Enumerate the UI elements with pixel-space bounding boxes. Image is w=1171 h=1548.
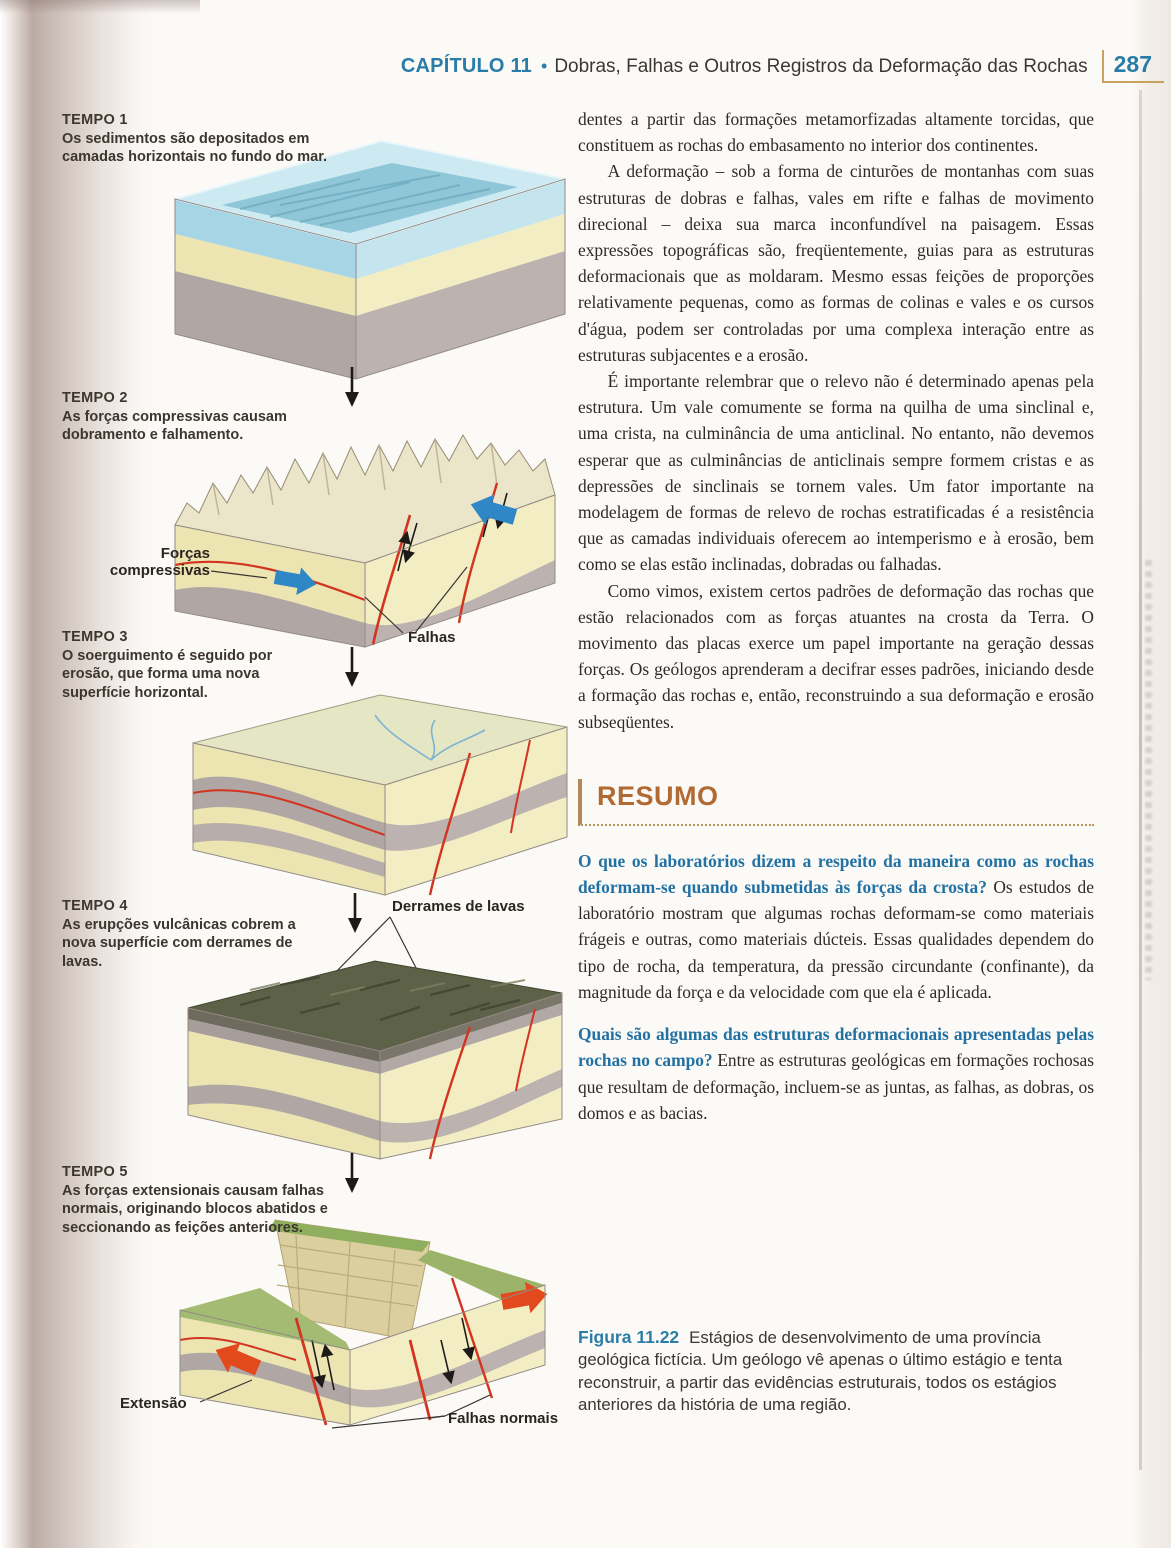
stage-5-caption (62, 1163, 357, 1237)
resumo-heading: RESUMO (597, 780, 719, 811)
stage-4-text: As erupções vulcânicas cobrem a nova superfície com derrames de lavas. (62, 916, 296, 970)
chapter-label: CAPÍTULO 11 (400, 55, 532, 77)
body-paragraph: dentes a partir das formações metamorfizadas altamente torcidas, que constituem as rochas do embasamento no interior dos continentes. (578, 109, 1094, 156)
stage-1-text: Os sedimentos são depositados em camadas horizontais no fundo do mar. (62, 130, 328, 166)
stage-3-tempo: TEMPO 3 (62, 629, 128, 645)
page-edge (1131, 0, 1171, 1548)
stage-1-caption (62, 111, 347, 167)
resumo-question: O que os laboratórios dizem a respeito da maneira como as rochas deformam-se quando submetidas às forças da crosta? (578, 850, 1094, 898)
chapter-title: Dobras, Falhas e Outros Registros da Deformação das Rochas (554, 56, 1088, 77)
stage-3-text: O soerguimento é seguido por erosão, que forma uma nova superfície horizontal. (62, 647, 273, 701)
body-paragraph: É importante relembrar que o relevo não é determinado apenas pela estrutura. Um vale comumente se forma na quilha de uma sinclinal e, uma crista, na culminância de uma anticlinal. No entanto, não devemos esperar que as culminâncias de anticlinais sempre formem cristas e as depressões de sinclinais se tornem vales. Um fator importante na modelagem de formas de relevo de rochas estratificadas é a resistência que as camadas individuais oferecem ao intemperismo e à erosão, bem como se elas estão inclinadas, dobradas ou falhadas. (578, 371, 1094, 575)
page-number: 287 (1102, 50, 1164, 83)
resumo-question: Quais são algumas das estruturas deformacionais apresentadas pelas rochas no campo? (578, 1024, 1094, 1071)
falhas-label: Falhas (408, 629, 456, 646)
down-arrow-icon (346, 893, 364, 933)
figure-caption-label: Figura 11.22 (578, 1327, 680, 1347)
resumo-answer: Entre as estruturas geológicas em formações rochosas que resultam de deformação, incluem-se as juntas, as falhas, as dobras, os domos e as bacias. (578, 1050, 1094, 1123)
down-arrow-icon (343, 367, 361, 407)
stage-3-diagram (185, 685, 575, 900)
forcas-compressivas-label: Forças compressivas (109, 545, 210, 579)
stage-3-caption (62, 628, 317, 702)
stage-2-tempo: TEMPO 2 (62, 390, 128, 406)
extensao-label: Extensão (120, 1395, 187, 1412)
stage-2-text: As forças compressivas causam dobramento e falhamento. (62, 408, 287, 444)
resumo-qa-item (578, 1021, 1094, 1126)
figure-11-22 (60, 105, 575, 1485)
resumo-section-header (578, 779, 1094, 826)
figure-caption (578, 1326, 1092, 1416)
stage-4-caption (62, 897, 327, 971)
body-paragraph: A deformação – sob a forma de cinturões de montanhas com suas estruturas de dobras e falhas, vales em rifte e falhas de movimento direcional – deixa sua marca inconfundível na paisagem. Essas expressões topográficas são, freqüentemente, guias para as estruturas deformacionais que as moldaram. Mesmo essas feições de proporções relativamente pequenas, como as formas de colinas e vales e os cursos d'água, podem ser controladas por uma complexa interação entre as estruturas subjacentes e a erosão. (578, 161, 1094, 365)
stage-2-caption (62, 389, 297, 445)
stage-4-tempo: TEMPO 4 (62, 898, 128, 914)
gutter-top-shadow (0, 0, 200, 14)
stage-1-tempo: TEMPO 1 (62, 112, 128, 128)
falhas-normais-label: Falhas normais (448, 1410, 559, 1427)
page-header (372, 50, 1164, 83)
down-arrow-icon (343, 647, 361, 687)
main-text-column (578, 106, 1094, 1126)
bullet-icon: • (541, 56, 548, 76)
body-paragraph: Como vimos, existem certos padrões de deformação das rochas que estão relacionados com as forças atuantes na crosta da Terra. O movimento das placas exerce um papel importante na geração dessas forças. Os geólogos aprenderam a decifrar esses padrões, iniciando desde a formação das rochas e, então, reconstruindo a sua deformação e erosão subseqüentes. (578, 580, 1094, 732)
derrames-de-lavas-label: Derrames de lavas (392, 898, 525, 915)
stage-5-text: As forças extensionais causam falhas normais, originando blocos abatidos e seccionando as feições anteriores. (62, 1182, 328, 1236)
resumo-qa-item (578, 848, 1094, 1005)
resumo-answer: Os estudos de laboratório mostram que algumas rochas deformam-se como materiais frágeis e outras, como materiais dúcteis. Essas qualidades dependem do tipo de rocha, da temperatura, da pressão circundante (confinante), da magnitude da força e da velocidade com que ela é aplicada. (578, 877, 1094, 1002)
figure-caption-text: Estágios de desenvolvimento de uma província geológica fictícia. Um geólogo vê apenas o último estágio e tenta reconstruir, a partir das evidências estruturais, todos os estágios anteriores da história de uma região. (578, 1328, 1063, 1414)
stage-5-tempo: TEMPO 5 (62, 1164, 128, 1180)
